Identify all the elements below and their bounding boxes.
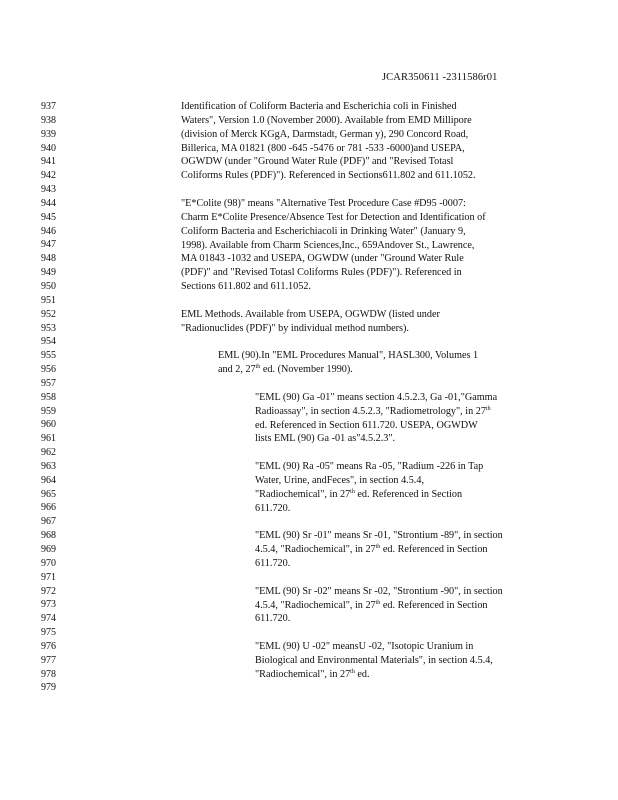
paragraph-line: "EML (90) U -02" meansU -02, "Isotopic Uranium in (255, 641, 474, 653)
line-number: 957 (41, 377, 56, 389)
line-number-column (36, 100, 56, 695)
paragraph-line: and 2, 27th ed. (November 1990). (218, 364, 353, 376)
paragraph-line: "EML (90) Ga -01" means section 4.5.2.3, Ga -01,"Gamma (255, 391, 498, 403)
line-number: 948 (41, 253, 56, 265)
paragraph-line: Sections 611.802 and 611.1052. (181, 281, 311, 293)
line-number: 972 (41, 585, 56, 597)
line-number: 951 (41, 294, 56, 306)
paragraph-line: ed. Referenced in Section 611.720. USEPA, OGWDW (255, 419, 478, 431)
line-number: 974 (41, 613, 56, 625)
paragraph-line: "Radiochemical", in 27th ed. (255, 668, 370, 680)
line-number: 942 (41, 170, 56, 182)
line-number: 950 (41, 280, 56, 292)
paragraph-line: OGWDW (under "Ground Water Rule (PDF)" and "Revised Totasl (181, 156, 454, 168)
line-number: 961 (41, 433, 56, 445)
line-number: 971 (41, 571, 56, 583)
line-number: 960 (41, 419, 56, 431)
paragraph-line: Radioassay", in section 4.5.2.3, "Radiometrology", in 27th (255, 405, 491, 417)
paragraph-line: 4.5.4, "Radiochemical", in 27th ed. Referenced in Section (255, 599, 488, 611)
line-number: 956 (41, 364, 56, 376)
line-number: 953 (41, 322, 56, 334)
paragraph-line: 4.5.4, "Radiochemical", in 27th ed. Referenced in Section (255, 544, 488, 556)
paragraph-line: (PDF)" and "Revised Totasl Coliforms Rules (PDF)"). Referenced in (181, 267, 462, 279)
line-number: 964 (41, 474, 56, 486)
line-number: 965 (41, 488, 56, 500)
paragraph-line: Coliform Bacteria and Escherichiacoli in Drinking Water" (January 9, (181, 225, 466, 237)
line-number: 977 (41, 654, 56, 666)
paragraph-line: 1998). Available from Charm Sciences,Inc., 659Andover St., Lawrence, (181, 239, 475, 251)
paragraph-line: "E*Colite (98)" means "Alternative Test Procedure Case #D95 -0007: (181, 197, 466, 209)
paragraph-line: Billerica, MA 01821 (800 -645 -5476 or 781 -533 -6000)and USEPA, (181, 142, 465, 154)
paragraph-line: 611.720. (255, 558, 291, 570)
line-number: 955 (41, 350, 56, 362)
line-number: 946 (41, 225, 56, 237)
line-number: 966 (41, 502, 56, 514)
line-number: 941 (41, 156, 56, 168)
line-number: 945 (41, 211, 56, 223)
line-number: 979 (41, 682, 56, 694)
paragraph-line: Water, Urine, andFeces", in section 4.5.4, (255, 474, 424, 486)
paragraph-line: EML (90).In "EML Procedures Manual", HASL300, Volumes 1 (218, 350, 479, 362)
paragraph-line: EML Methods. Available from USEPA, OGWDW (listed under (181, 308, 440, 320)
paragraph-line: Identification of Coliform Bacteria and Escherichia coli in Finished (181, 101, 457, 112)
paragraph-line: "EML (90) Ra -05" means Ra -05, "Radium -226 in Tap (255, 461, 484, 473)
line-number: 949 (41, 267, 56, 279)
paragraph-line: MA 01843 -1032 and USEPA, OGWDW (under "Ground Water Rule (181, 253, 464, 265)
paragraph-line: "Radionuclides (PDF)" by individual method numbers). (181, 322, 409, 334)
line-number: 962 (41, 447, 56, 459)
paragraph-line: 611.720. (255, 502, 291, 514)
paragraph-line: (division of Merck KGgA, Darmstadt, German y), 290 Concord Road, (181, 128, 469, 140)
line-number: 940 (41, 142, 56, 154)
line-number: 973 (41, 599, 56, 611)
line-number: 959 (41, 405, 56, 417)
line-number: 963 (41, 460, 56, 472)
line-number: 969 (41, 544, 56, 555)
paragraph-line: Coliforms Rules (PDF)"). Referenced in Sections611.802 and 611.1052. (181, 170, 476, 182)
line-number: 976 (41, 640, 56, 652)
line-number: 968 (41, 530, 56, 542)
line-number: 958 (41, 391, 56, 403)
line-number: 943 (41, 184, 56, 196)
line-number: 978 (41, 668, 56, 680)
paragraph-line: 611.720. (255, 613, 291, 625)
line-number: 954 (41, 336, 56, 348)
line-number: 937 (41, 101, 56, 112)
paragraph-line: Charm E*Colite Presence/Absence Test for Detection and Identification of (181, 211, 486, 223)
line-number: 967 (41, 516, 56, 528)
line-number: 938 (41, 114, 56, 126)
paragraph-line: lists EML (90) Ga -01 as"4.5.2.3". (255, 433, 396, 445)
paragraph-line: "EML (90) Sr -01" means Sr -01, "Strontium -89", in section (255, 530, 503, 542)
paragraph-line: "Radiochemical", in 27th ed. Referenced in Section (255, 488, 463, 500)
line-number: 947 (41, 239, 56, 251)
paragraph-line: Biological and Environmental Materials", in section 4.5.4, (255, 655, 493, 666)
line-number: 944 (41, 197, 56, 209)
paragraph-line: "EML (90) Sr -02" means Sr -02, "Strontium -90", in section (255, 585, 503, 597)
line-number: 939 (41, 128, 56, 140)
line-number: 970 (41, 557, 56, 569)
page-header-doc-id: JCAR350611 -2311586r01 (382, 72, 498, 83)
line-number: 952 (41, 308, 56, 320)
paragraph-line: Waters", Version 1.0 (November 2000). Available from EMD Millipore (181, 114, 472, 126)
line-number: 975 (41, 627, 56, 639)
